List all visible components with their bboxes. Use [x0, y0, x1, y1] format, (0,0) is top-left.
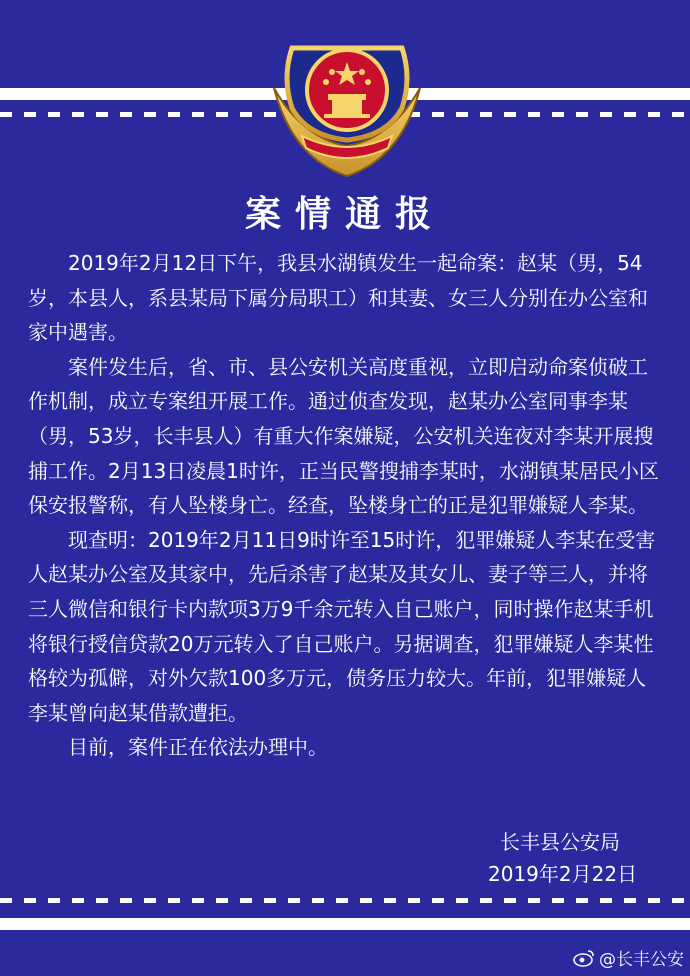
weibo-icon: [573, 949, 595, 967]
paragraph-3: 现查明：2019年2月11日9时许至15时许，犯罪嫌疑人李某在受害人赵某办公室及其家中，先后杀害了赵某及其女儿、妻子等三人，并将三人微信和银行卡内款项3万9千余元转入自己账户，同时操作赵某手机将银行授信贷款20万元转入了自己账户。另据调查，犯罪嫌疑人李某性格较为孤僻，对外欠款100多万元，债务压力较大。年前，犯罪嫌疑人李某曾向赵某借款遭拒。: [28, 527, 656, 725]
signature-org: 长丰县公安局: [500, 830, 620, 854]
watermark-text: @长丰公安: [599, 950, 684, 970]
page-title: 案情通报: [244, 194, 445, 235]
bottom-stripe: [0, 918, 690, 930]
signature-date: 2019年2月22日: [488, 862, 638, 886]
paragraph-2: 案件发生后，省、市、县公安机关高度重视，立即启动命案侦破工作机制，成立专案组开展工作。通过侦查发现，赵某办公室同事李某（男，53岁，长丰县人）有重大作案嫌疑，公安机关连夜对李某开展搜捕工作。2月13日凌晨1时许，正当民警搜捕李某时，水湖镇某居民小区保安报警称，有人坠楼身亡。经查，坠楼身亡的正是犯罪嫌疑人李某。: [28, 354, 659, 518]
police-emblem-icon: [262, 18, 432, 178]
signature-block: [488, 826, 637, 890]
notice-body: [28, 246, 666, 765]
paragraph-1: 2019年2月12日下午，我县水湖镇发生一起命案：赵某（男，54岁，本县人，系县某局下属分局职工）和其妻、女三人分别在办公室和家中遇害。: [28, 251, 648, 345]
weibo-watermark: [573, 945, 684, 970]
paragraph-4: 目前，案件正在依法办理中。: [68, 735, 328, 760]
bottom-dash-row: [0, 898, 690, 903]
